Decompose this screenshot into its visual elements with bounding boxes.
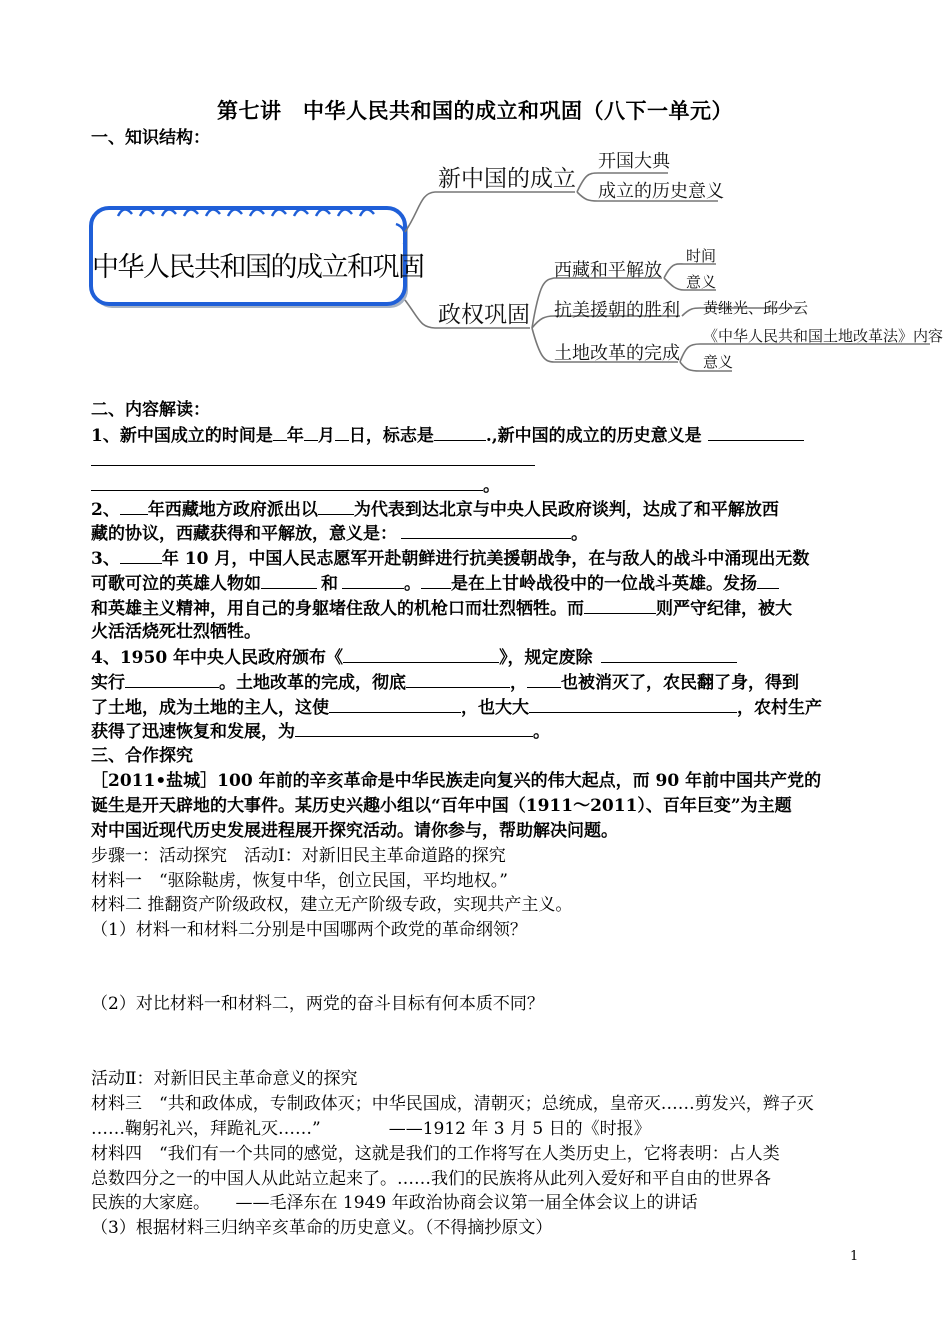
mind-map-leaf-korea-heroes: 黄继光、邱少云 <box>703 299 809 317</box>
answer-blank[interactable] <box>329 696 461 713</box>
section-heading-inquiry: 三、合作探究 <box>91 746 193 766</box>
answer-blank[interactable] <box>261 572 317 589</box>
question-2-line-2: 藏的协议，西藏获得和平解放，意义是： 。 <box>91 524 588 544</box>
answer-blank[interactable] <box>527 671 561 688</box>
intro-line-2: 诞生是开天辟地的大事件。某历史兴趣小组以“百年中国（1911～2011）、百年巨变”为主题 <box>91 796 792 816</box>
mind-map-leaf-tibet-time: 时间 <box>686 247 717 265</box>
page-number: 1 <box>850 1249 859 1264</box>
answer-blank[interactable] <box>406 671 510 688</box>
mind-map-node-korea: 抗美援朝的胜利 <box>554 300 680 321</box>
question-1-line-2 <box>91 449 871 472</box>
intro-line-3: 对中国近现代历史发展进程展开探究活动。请你参与，帮助解决问题。 <box>91 821 618 841</box>
answer-blank[interactable] <box>708 424 804 441</box>
mind-map-leaf-land-law: 《中华人民共和国土地改革法》内容 <box>703 327 944 345</box>
question-3-line-3: 和英雄主义精神，用自己的身躯堵住敌人的机枪口而壮烈牺牲。而 则严守纪律，被大 <box>91 599 792 619</box>
answer-blank[interactable] <box>120 498 148 515</box>
answer-blank[interactable] <box>318 498 354 515</box>
answer-blank[interactable] <box>91 449 535 466</box>
question-4-line-1: 4、1950 年中央人民政府颁布《 》，规定废除 <box>91 646 871 669</box>
answer-blank[interactable] <box>120 547 162 564</box>
answer-blank[interactable] <box>584 597 656 614</box>
mind-map-branch-founding: 新中国的成立 <box>438 166 576 192</box>
question-4-line-2: 实行 。土地改革的完成，彻底 ， 也被消灭了，农民翻了身，得到 <box>91 673 799 693</box>
answer-blank[interactable] <box>529 696 737 713</box>
question-4-line-4: 获得了迅速恢复和发展，为 。 <box>91 722 550 742</box>
mind-map-node-land-reform: 土地改革的完成 <box>554 343 680 364</box>
answer-blank[interactable] <box>342 572 404 589</box>
mind-map-leaf-tibet-significance: 意义 <box>686 273 717 291</box>
answer-blank[interactable] <box>304 424 318 441</box>
answer-blank[interactable] <box>401 522 571 539</box>
question-3-line-1: 3、 年 10 月，中国人民志愿军开赴朝鲜进行抗美援朝战争，在与敌人的战斗中涌现出无数 <box>91 549 810 569</box>
section-heading-content: 二、内容解读： <box>91 400 210 420</box>
material-4-line-2: 总数四分之一的中国人从此站立起来了。……我们的民族将从此列入爱好和平自由的世界各 <box>91 1169 771 1189</box>
material-4-line-1: 材料四 “我们有一个共同的感觉，这就是我们的工作将写在人类历史上，它将表明：占人类 <box>91 1144 780 1164</box>
answer-blank[interactable] <box>343 646 499 663</box>
mind-map-center: 中华人民共和国的成立和巩固 <box>92 252 424 283</box>
question-2: （2）对比材料一和材料二，两党的奋斗目标有何本质不同？ <box>91 994 544 1014</box>
question-1-line-3: 。 <box>91 474 871 497</box>
question-1: （1）材料一和材料二分别是中国哪两个政党的革命纲领？ <box>91 920 527 940</box>
question-3-line-4: 火活活烧死壮烈牺牲。 <box>91 622 261 642</box>
material-3-line-1: 材料三 “共和政体成，专制政体灭；中华民国成，清朝灭；总统成，皇帝灭……剪发兴，辫子灭 <box>91 1094 814 1114</box>
answer-blank[interactable] <box>295 720 533 737</box>
answer-blank[interactable] <box>273 424 287 441</box>
question-1-line-1: 1、新中国成立的时间是 年 月 日，标志是 .,新中国的成立的历史意义是 <box>91 424 871 447</box>
mind-map-leaf-land-significance: 意义 <box>703 353 734 371</box>
question-4-line-3: 了土地，成为土地的主人，这使 ，也大大 ，农村生产 <box>91 698 822 718</box>
material-4-line-3: 民族的大家庭。 ——毛泽东在 1949 年政治协商会议第一届全体会议上的讲话 <box>91 1193 698 1213</box>
mind-map-node-tibet: 西藏和平解放 <box>554 260 662 281</box>
answer-blank[interactable] <box>434 424 486 441</box>
step-1: 步骤一：活动探究 活动Ⅰ：对新旧民主革命道路的探究 <box>91 846 506 866</box>
answer-blank[interactable] <box>757 572 779 589</box>
answer-blank[interactable] <box>335 424 349 441</box>
material-2: 材料二 推翻资产阶级政权，建立无产阶级专政，实现共产主义。 <box>91 895 573 915</box>
activity-2: 活动Ⅱ：对新旧民主革命意义的探究 <box>91 1069 358 1089</box>
material-3-line-2: ……鞠躬礼兴，拜跪礼灭……” ——1912 年 3 月 5 日的《时报》 <box>91 1119 651 1139</box>
answer-blank[interactable] <box>91 474 483 491</box>
question-3-line-2: 可歌可泣的英雄人物如 和 。 是在上甘岭战役中的一位战斗英雄。发扬 <box>91 572 871 595</box>
section-heading-structure: 一、知识结构： <box>91 128 210 148</box>
question-3: （3）根据材料三归纳辛亥革命的历史意义。（不得摘抄原文） <box>91 1218 553 1238</box>
material-1: 材料一 “驱除鞑虏，恢复中华，创立民国，平均地权。” <box>91 871 508 891</box>
question-2-line-1: 2、 年西藏地方政府派出以 为代表到达北京与中央人民政府谈判，达成了和平解放西 <box>91 500 779 520</box>
mind-map-leaf-historic-significance: 成立的历史意义 <box>598 181 724 202</box>
intro-line-1: ［2011•盐城］100 年前的辛亥革命是中华民族走向复兴的伟大起点，而 90 年前中国共产党的 <box>91 771 822 791</box>
page-title: 第七讲 中华人民共和国的成立和巩固（八下一单元） <box>217 98 733 123</box>
answer-blank[interactable] <box>601 646 737 663</box>
answer-blank[interactable] <box>421 572 451 589</box>
mind-map-branch-consolidation: 政权巩固 <box>438 302 530 328</box>
answer-blank[interactable] <box>125 671 219 688</box>
mind-map-leaf-founding-ceremony: 开国大典 <box>598 151 670 172</box>
